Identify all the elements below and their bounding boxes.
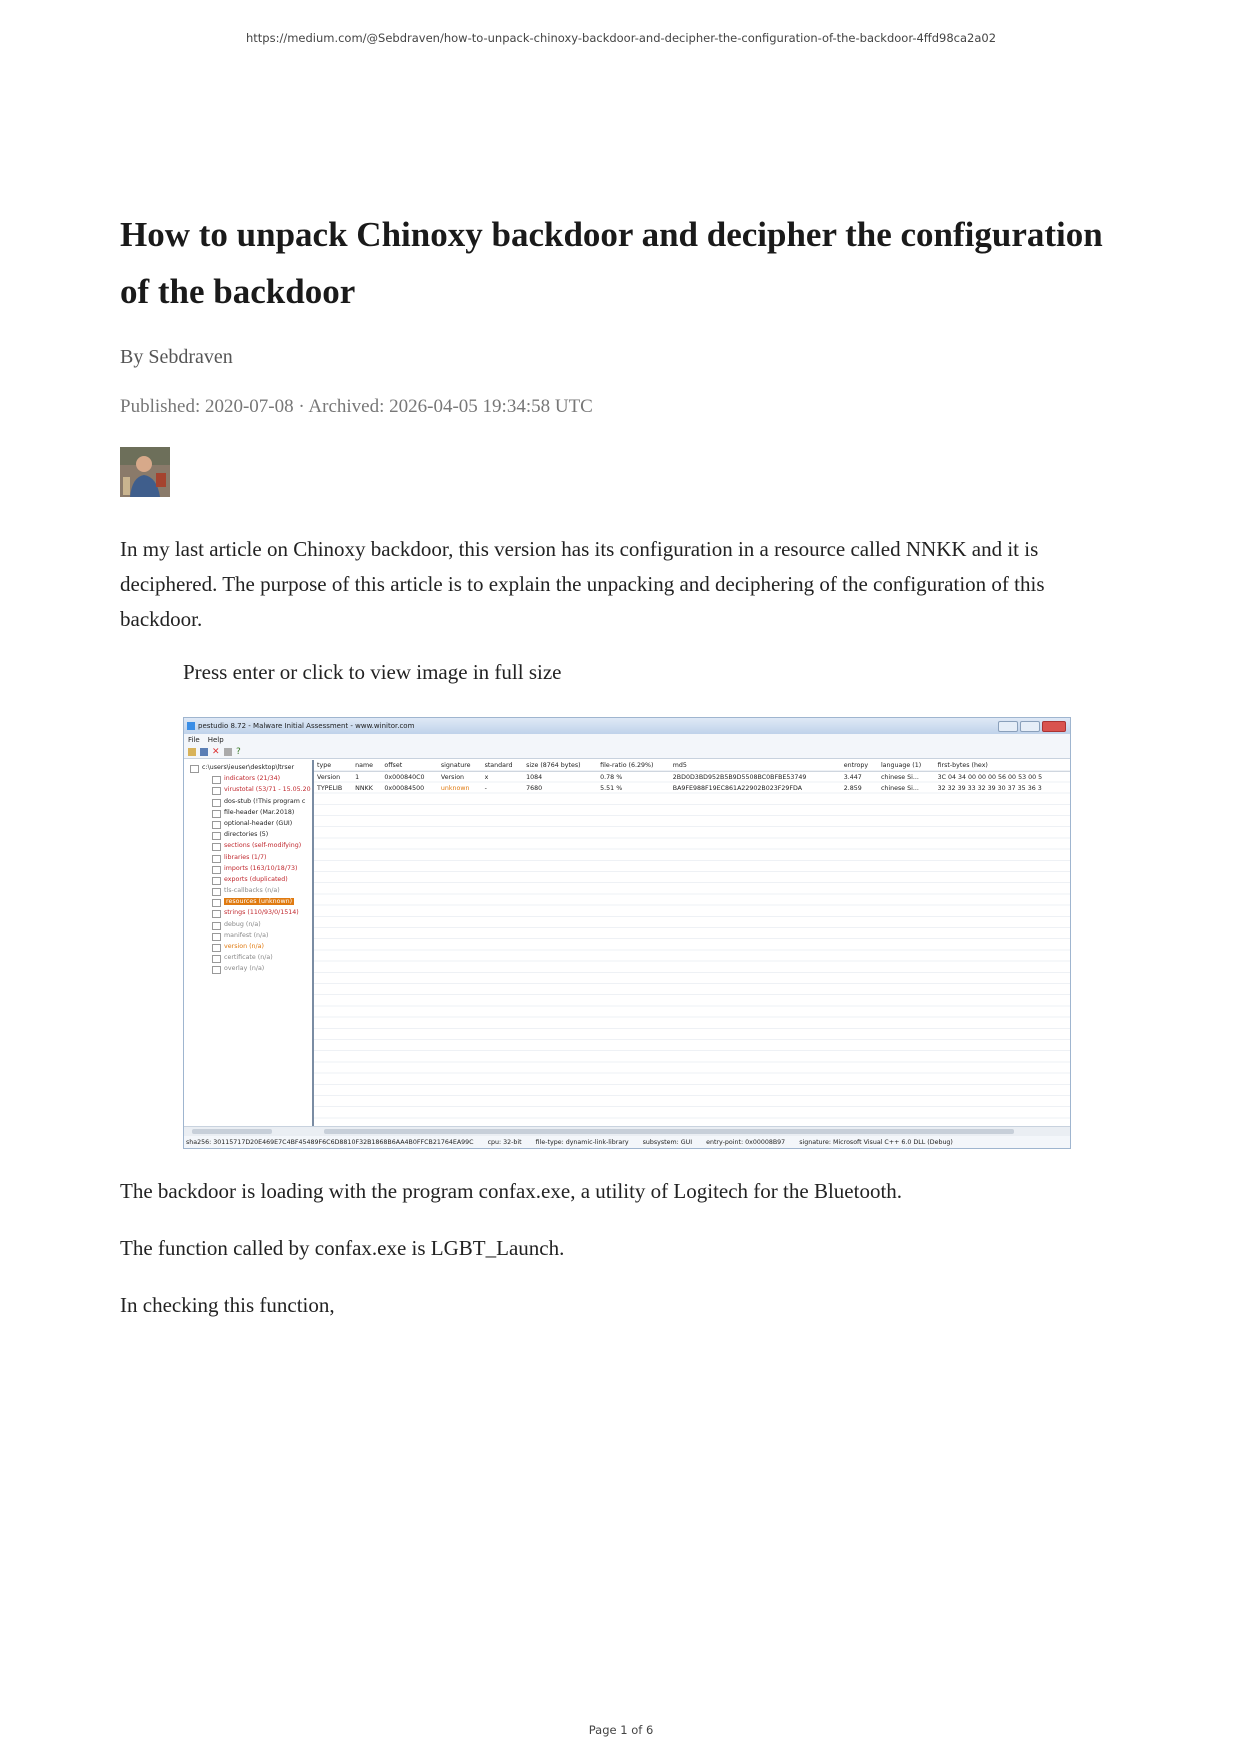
table-cell: - (484, 785, 487, 793)
col-header: type (314, 760, 352, 772)
author-avatar (120, 447, 170, 497)
tree-item: debug (n/a) (184, 919, 312, 930)
table-cell: 32 32 39 33 32 39 30 37 35 36 3 (937, 785, 1042, 793)
table-cell: chinese Si... (880, 785, 919, 793)
pestudio-screenshot[interactable] (183, 717, 1071, 1149)
app-icon (187, 722, 195, 730)
tree-item: tls-callbacks (n/a) (184, 885, 312, 896)
menubar (184, 734, 1070, 746)
article-title: How to unpack Chinoxy backdoor and decipher the configuration of the backdoor (120, 215, 1103, 311)
table-cell: 1 (355, 774, 360, 782)
status-file-type: file-type: dynamic-link-library (535, 1138, 629, 1146)
tree-item: exports (duplicated) (184, 874, 312, 885)
tree-panel (184, 760, 314, 1128)
horizontal-scrollbar (184, 1126, 1070, 1136)
info-icon: ? (236, 747, 241, 757)
table-cell: 0.78 % (600, 774, 623, 782)
tree-root: c:\users\ieuser\desktop\ltrser (184, 762, 312, 773)
status-cpu: cpu: 32-bit (487, 1138, 522, 1146)
tree-item: certificate (n/a) (184, 952, 312, 963)
menu-file: File (188, 736, 200, 744)
col-header: entropy (841, 760, 878, 772)
window-title: pestudio 8.72 - Malware Initial Assessment - www.winitor.com (198, 722, 415, 730)
table-cell: Version (440, 774, 465, 782)
col-header: md5 (670, 760, 841, 772)
tree-item: strings (110/93/0/1514) (184, 907, 312, 918)
tree-item: manifest (n/a) (184, 930, 312, 941)
maximize-icon (1020, 721, 1040, 732)
table-cell: TYPELIB (317, 785, 343, 793)
tree-item: dos-stub (!This program c (184, 796, 312, 807)
tree-item: file-header (Mar.2018) (184, 807, 312, 818)
col-header: offset (381, 760, 438, 772)
tree-item: version (n/a) (184, 941, 312, 952)
scroll-thumb (324, 1129, 1014, 1134)
col-header: name (352, 760, 381, 772)
col-header: language (1) (878, 760, 935, 772)
paragraph-loading: The backdoor is loading with the program confax.exe, a utility of Logitech for the Bluetooth. (120, 1179, 903, 1203)
save-icon (200, 748, 208, 756)
article-byline: By Sebdraven (120, 346, 233, 368)
tree-item-selected: resources (unknown) (184, 896, 312, 907)
status-subsystem: subsystem: GUI (642, 1138, 693, 1146)
table-row (314, 772, 1070, 784)
col-header: file-ratio (6.29%) (597, 760, 670, 772)
status-signature: signature: Microsoft Visual C++ 6.0 DLL (Debug) (799, 1138, 953, 1146)
table-cell: 7680 (526, 785, 543, 793)
table-cell: 3.447 (843, 774, 862, 782)
table-cell: 5.51 % (600, 785, 623, 793)
col-header: signature (438, 760, 482, 772)
toolbar (184, 746, 1070, 759)
col-header: size (8764 bytes) (523, 760, 597, 772)
intro-paragraph: In my last article on Chinoxy backdoor, this version has its configuration in a resource called NNKK and it is deciphered. The purpose of this article is to explain the unpacking and deciphering of the configuration of this backdoor. (120, 537, 1045, 631)
tree-item: overlay (n/a) (184, 963, 312, 974)
table-cell: NNKK (355, 785, 373, 793)
source-url: https://medium.com/@Sebdraven/how-to-unpack-chinoxy-backdoor-and-decipher-the-configuration-of-the-backdoor-4ffd98ca2a02 (245, 31, 997, 45)
table-cell: 1084 (526, 774, 543, 782)
col-header: standard (482, 760, 524, 772)
image-caption[interactable]: Press enter or click to view image in full size (183, 660, 562, 684)
resources-table (314, 760, 1070, 1126)
table-cell: 0x000840C0 (384, 774, 425, 782)
table-cell: unknown (440, 785, 470, 793)
table-cell: 0x00084500 (384, 785, 425, 793)
tree-item: optional-header (GUI) (184, 818, 312, 829)
status-bar (184, 1136, 1070, 1148)
table-row (314, 783, 1070, 794)
scroll-thumb (192, 1129, 272, 1134)
close-icon (1042, 721, 1066, 732)
tree-item: sections (self-modifying) (184, 840, 312, 851)
table-header (314, 760, 1070, 772)
table-cell: BA9FE988F19EC861A22902B023F29FDA (672, 785, 803, 793)
window-titlebar (184, 718, 1070, 734)
status-entry-point: entry-point: 0x00008B97 (706, 1138, 786, 1146)
table-cell: chinese Si... (880, 774, 919, 782)
tree-item: libraries (1/7) (184, 852, 312, 863)
table-cell: 2BD0D3BD952B5B9D5508BC0BFBE53749 (672, 774, 807, 782)
table-cell: x (484, 774, 489, 782)
delete-icon: ✕ (212, 747, 220, 757)
options-icon (224, 748, 232, 756)
paragraph-function: The function called by confax.exe is LGBT_Launch. (120, 1236, 565, 1260)
table-cell: 3C 04 34 00 00 00 56 00 53 00 5 (937, 774, 1043, 782)
menu-help: Help (207, 736, 224, 744)
paragraph-checking: In checking this function, (120, 1293, 335, 1317)
tree-item: virustotal (53/71 - 15.05.20 (184, 784, 312, 795)
table-cell: Version (317, 774, 341, 782)
minimize-icon (998, 721, 1018, 732)
tree-item: indicators (21/34) (184, 773, 312, 784)
tree-item: directories (5) (184, 829, 312, 840)
status-sha256: sha256: 30115717D20E469E7C4BF45489F6C6D8810F32B1868B6AA4B0FFCB21764EA99C (186, 1138, 474, 1146)
open-icon (188, 748, 196, 756)
article-meta: Published: 2020-07-08 · Archived: 2026-04-05 19:34:58 UTC (120, 396, 593, 417)
page-number: Page 1 of 6 (588, 1723, 654, 1737)
col-header: first-bytes (hex) (935, 760, 1070, 772)
tree-item: imports (163/10/18/73) (184, 863, 312, 874)
table-cell: 2.859 (843, 785, 862, 793)
